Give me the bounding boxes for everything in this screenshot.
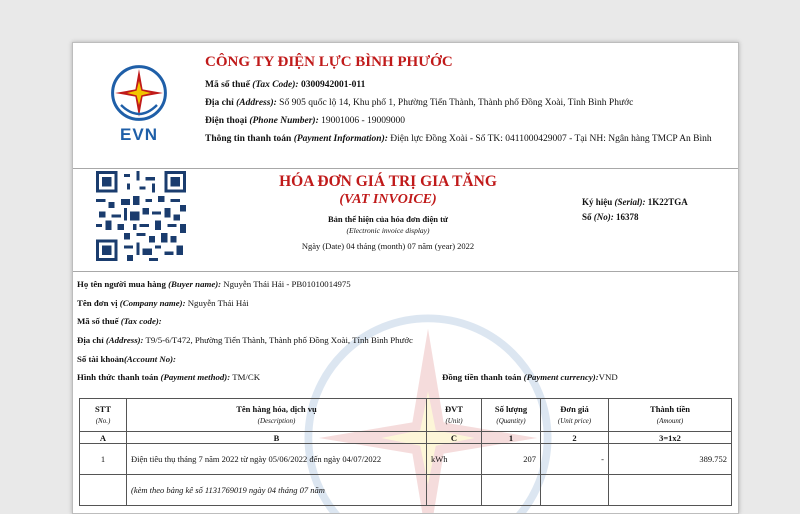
- buyer-company-row: [77, 294, 732, 313]
- row-note: (kèm theo bảng kê số 1131769019 ngày 04 tháng 07 năm: [127, 475, 427, 506]
- index-cell: 1: [482, 432, 541, 444]
- label-en: (Payment currency):: [523, 372, 599, 383]
- note-blank: [609, 475, 732, 506]
- company-name: CÔNG TY ĐIỆN LỰC BÌNH PHƯỚC: [205, 54, 453, 70]
- company-address-line: [205, 96, 730, 110]
- label-en: (Tax Code):: [252, 79, 299, 90]
- label-en: (Payment Information):: [293, 134, 388, 145]
- number-line: [582, 210, 688, 225]
- label-en: (Payment method):: [160, 372, 231, 383]
- row-amount: 389.752: [609, 444, 732, 475]
- label: Tên đơn vị: [77, 297, 118, 308]
- label: Thông tin thanh toán: [205, 134, 292, 145]
- label: Điện thoại: [205, 116, 247, 126]
- row-unit: kWh: [427, 444, 482, 475]
- table-header-row: [80, 399, 732, 432]
- company-info: [205, 51, 730, 151]
- header-description: Tên hàng hóa, dịch vụ (Description): [127, 399, 427, 432]
- payment-currency-group: [442, 368, 618, 387]
- buyer-name-row: [77, 275, 732, 294]
- header-no: STT (No.): [80, 399, 127, 432]
- buyer-tax-row: [77, 312, 732, 331]
- row-no: 1: [80, 444, 127, 475]
- company-phone: 19001006 - 19009000: [321, 116, 406, 126]
- table-index-row: [80, 432, 732, 444]
- label-en: (Account No):: [123, 353, 176, 364]
- row-unit-price: -: [541, 444, 609, 475]
- label-en: (Serial):: [614, 197, 646, 207]
- label: Mã số thuế: [205, 79, 250, 90]
- invoice-serial-block: [582, 195, 688, 226]
- buyer-company: Nguyễn Thái Hải: [187, 297, 249, 308]
- buyer-address-row: [77, 331, 732, 350]
- company-payment-info: Điện lực Đồng Xoài - Số TK: 0411000429007 - Tại NH: Ngân hàng TMCP An Bình: [390, 134, 712, 145]
- qr-code-icon: [96, 171, 186, 261]
- evn-logo: [109, 63, 169, 143]
- invoice-subtitle: Bản thể hiện của hóa đơn điện tử: [327, 214, 449, 224]
- evn-star-icon: [109, 63, 169, 123]
- company-address: Số 905 quốc lộ 14, Khu phố 1, Phường Tiến Thành, Thành phố Đồng Xoài, Tỉnh Bình Phước: [279, 97, 634, 108]
- buyer-name: Nguyễn Thái Hải - PB01010014975: [223, 279, 351, 289]
- label-en: (Tax code):: [120, 316, 162, 327]
- invoice-title-en: (VAT INVOICE): [339, 192, 437, 207]
- invoice-date: Ngày (Date) 04 tháng (month) 07 năm (year) 2022: [301, 241, 475, 251]
- header-unit: ĐVT (Unit): [427, 399, 482, 432]
- payment-currency: VND: [598, 372, 618, 383]
- note-blank: [541, 475, 609, 506]
- header-quantity: Số lượng (Quantity): [482, 399, 541, 432]
- label-en: (Phone Number):: [249, 116, 319, 126]
- evn-logo-text: EVN: [120, 125, 158, 144]
- label: Họ tên người mua hàng: [77, 279, 166, 289]
- payment-row: [77, 368, 732, 387]
- invoice-page: [72, 42, 739, 514]
- label: Địa chỉ: [205, 97, 234, 108]
- company-payment-line: [205, 132, 730, 146]
- label-en: (Company name):: [119, 297, 186, 308]
- label: Số: [582, 212, 592, 223]
- row-quantity: 207: [482, 444, 541, 475]
- index-cell: C: [427, 432, 482, 444]
- table-note-row: [80, 475, 732, 506]
- index-cell: 2: [541, 432, 609, 444]
- label: Mã số thuế: [77, 316, 119, 327]
- payment-method: TM/CK: [232, 372, 261, 383]
- index-cell: B: [127, 432, 427, 444]
- label: Số tài khoản: [77, 353, 124, 364]
- invoice-subtitle-en: (Electronic invoice display): [346, 226, 430, 235]
- buyer-account-row: [77, 350, 732, 369]
- label: Hình thức thanh toán: [77, 372, 159, 383]
- company-tax-code: 0300942001-011: [300, 79, 366, 90]
- label-en: (Buyer name):: [168, 279, 222, 289]
- invoice-title: HÓA ĐƠN GIÁ TRỊ GIA TĂNG: [279, 173, 497, 190]
- buyer-address: T9/5-6/T472, Phường Tiến Thành, Thành phố Đồng Xoài, Tỉnh Bình Phước: [145, 335, 413, 346]
- items-table: [79, 398, 732, 506]
- note-blank: [482, 475, 541, 506]
- serial-line: [582, 195, 688, 210]
- company-phone-line: [205, 114, 730, 128]
- table-row: [80, 444, 732, 475]
- note-blank: [80, 475, 127, 506]
- company-header: [73, 43, 738, 169]
- label-en: (No):: [593, 212, 614, 223]
- buyer-info: [77, 275, 732, 387]
- header-amount: Thành tiền (Amount): [609, 399, 732, 432]
- label: Đồng tiền thanh toán: [442, 372, 522, 383]
- company-tax-line: [205, 78, 730, 92]
- invoice-title-block: [223, 173, 553, 251]
- serial-value: 1K22TGA: [647, 197, 688, 207]
- index-cell: A: [80, 432, 127, 444]
- row-description: Điện tiêu thụ tháng 7 năm 2022 từ ngày 05/06/2022 đến ngày 04/07/2022: [127, 444, 427, 475]
- note-blank: [427, 475, 482, 506]
- index-cell: 3=1x2: [609, 432, 732, 444]
- label: Ký hiệu: [582, 197, 613, 207]
- invoice-number: 16378: [616, 212, 639, 223]
- header-unit-price: Đơn giá (Unit price): [541, 399, 609, 432]
- label-en: (Address):: [105, 335, 144, 346]
- label: Địa chỉ: [77, 335, 104, 346]
- label-en: (Address):: [236, 97, 277, 108]
